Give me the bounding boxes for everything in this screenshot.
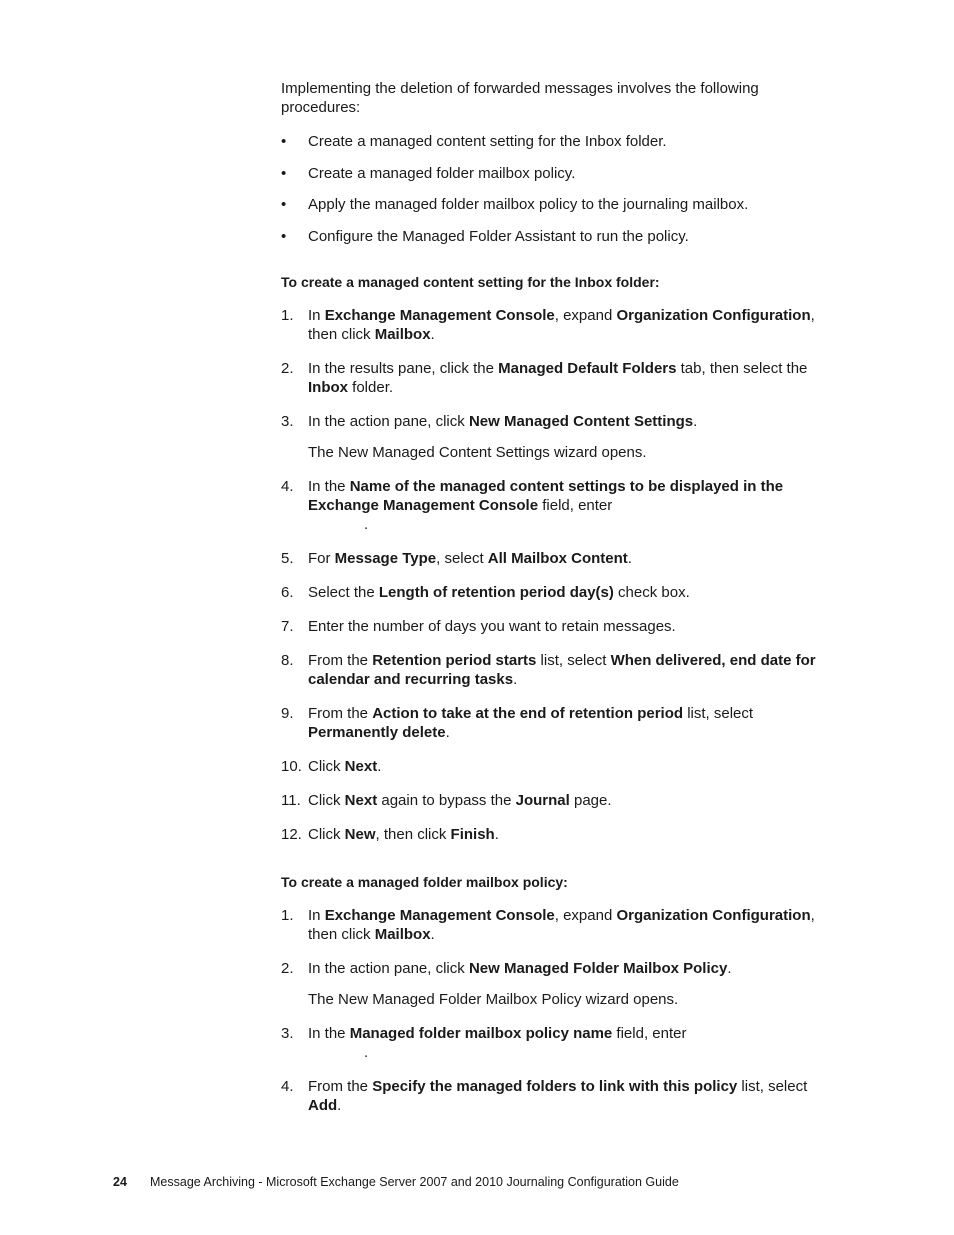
- bullet-icon: •: [281, 227, 287, 245]
- step-text: Retention period starts: [372, 651, 537, 669]
- step-list: [281, 906, 841, 1115]
- value-placeholder: .: [364, 515, 369, 533]
- step-text: In the results pane, click the: [308, 359, 499, 377]
- bullet-icon: •: [281, 164, 287, 182]
- page-footer: [113, 1174, 679, 1190]
- step-text: , select: [436, 549, 488, 567]
- page-number: 24: [113, 1175, 127, 1189]
- step-number: 1.: [281, 306, 294, 324]
- step-text: .: [494, 825, 499, 843]
- step-text: , expand: [554, 306, 617, 324]
- step-text: , then click: [308, 906, 815, 943]
- step-text: In the: [308, 1024, 350, 1042]
- list-item: • Configure the Managed Folder Assistant to run the policy.: [281, 227, 689, 245]
- step-number: 9.: [281, 704, 294, 722]
- step-text: Name of the managed content settings to be displayed in the Exchange Management Console: [308, 477, 784, 514]
- step-number: 7.: [281, 617, 294, 635]
- step-list: [281, 306, 841, 844]
- step-text: Click: [308, 791, 345, 809]
- step-item: [281, 306, 841, 344]
- step-text: In the action pane, click: [308, 959, 469, 977]
- step-item: [281, 704, 841, 742]
- step-text: Add: [308, 1096, 338, 1114]
- bullet-icon: •: [281, 196, 287, 213]
- step-number: 2.: [281, 359, 294, 377]
- step-text: Journal: [515, 791, 570, 809]
- step-text: Inbox: [308, 378, 348, 396]
- step-text: , then click: [375, 825, 451, 843]
- section-heading: To create a managed folder mailbox policy:: [281, 873, 568, 890]
- step-text: .: [337, 1096, 342, 1114]
- step-text: Message Type: [334, 549, 437, 567]
- bullet-icon: •: [281, 133, 287, 150]
- step-text: Action to take at the end of retention period: [372, 704, 684, 722]
- step-number: 4.: [281, 1077, 294, 1095]
- step-text: Select the: [308, 583, 379, 601]
- step-item: [281, 651, 841, 689]
- step-item: [281, 825, 841, 844]
- step-number: 3.: [281, 412, 294, 430]
- step-text: Organization Configuration: [616, 906, 811, 924]
- step-text: Next: [344, 791, 378, 809]
- list-item: • Create a managed content setting for the Inbox folder.: [281, 133, 667, 150]
- step-text: From the: [308, 651, 373, 669]
- step-text: check box.: [613, 583, 690, 601]
- step-text: Mailbox: [374, 325, 431, 343]
- step-text: Mailbox: [374, 925, 431, 943]
- step-number: 11.: [281, 791, 301, 809]
- step-number: 12.: [281, 825, 302, 843]
- step-number: 5.: [281, 549, 294, 567]
- step-text: , then click: [308, 306, 815, 343]
- step-text: list, select: [683, 704, 754, 722]
- step-number: 3.: [281, 1024, 294, 1042]
- step-text: All Mailbox Content: [487, 549, 628, 567]
- step-text: Managed folder mailbox policy name: [349, 1024, 613, 1042]
- step-text: .: [693, 412, 698, 430]
- step-item: [281, 906, 841, 944]
- step-text: , expand: [554, 906, 617, 924]
- step-item: [281, 1024, 841, 1062]
- step-item: [281, 1077, 841, 1115]
- page-content: [281, 79, 841, 1130]
- procedure-list: [281, 132, 841, 246]
- step-text: Organization Configuration: [616, 306, 811, 324]
- step-number: 10.: [281, 757, 302, 775]
- step-text: In the: [308, 477, 350, 495]
- step-text: Click: [308, 825, 345, 843]
- step-text: Click: [308, 757, 345, 775]
- step-text: In: [308, 906, 325, 924]
- step-text: In: [308, 306, 325, 324]
- step-text: Next: [344, 757, 378, 775]
- step-item: [281, 959, 841, 1009]
- step-text: Finish: [450, 825, 495, 843]
- step-text: field, enter: [612, 1024, 687, 1042]
- step-text: .: [513, 670, 518, 688]
- step-text: For: [308, 549, 335, 567]
- step-text: New Managed Folder Mailbox Policy: [468, 959, 728, 977]
- step-item: [281, 791, 841, 810]
- step-text: New Managed Content Settings: [468, 412, 694, 430]
- list-item: • Apply the managed folder mailbox policy to the journaling mailbox.: [281, 196, 749, 213]
- step-text: New: [344, 825, 376, 843]
- step-text: When delivered, end date for calendar and recurring tasks: [308, 651, 816, 688]
- step-item: [281, 583, 841, 602]
- step-number: 1.: [281, 906, 294, 924]
- step-text: Managed Default Folders: [498, 359, 677, 377]
- section-heading: To create a managed content setting for the Inbox folder:: [281, 273, 660, 290]
- value-placeholder: .: [364, 1043, 369, 1061]
- step-text: Exchange Management Console: [324, 906, 555, 924]
- step-text: .: [430, 325, 435, 343]
- step-text: From the: [308, 704, 373, 722]
- step-item: [281, 412, 841, 462]
- step-item: [281, 757, 841, 776]
- step-text: list, select: [536, 651, 611, 669]
- step-text: page.: [569, 791, 612, 809]
- step-item: [281, 477, 841, 534]
- step-number: 2.: [281, 959, 294, 977]
- step-text: Permanently delete: [308, 723, 446, 741]
- step-item: [281, 549, 841, 568]
- intro-paragraph: Implementing the deletion of forwarded messages involves the following procedures:: [281, 80, 759, 116]
- step-text: list, select: [737, 1077, 808, 1095]
- step-text: Enter the number of days you want to retain messages.: [308, 617, 676, 635]
- step-text: again to bypass the: [377, 791, 516, 809]
- step-text: folder.: [348, 378, 394, 396]
- step-note: The New Managed Folder Mailbox Policy wizard opens.: [308, 990, 679, 1008]
- step-text: tab, then select the: [676, 359, 808, 377]
- step-text: Exchange Management Console: [324, 306, 555, 324]
- step-text: field, enter: [538, 496, 613, 514]
- step-text: In the action pane, click: [308, 412, 469, 430]
- step-text: From the: [308, 1077, 373, 1095]
- step-item: [281, 617, 841, 636]
- step-text: .: [445, 723, 450, 741]
- step-number: 6.: [281, 583, 294, 601]
- step-text: Length of retention period day(s): [378, 583, 614, 601]
- list-item: • Create a managed folder mailbox policy.: [281, 164, 576, 182]
- step-text: .: [727, 959, 732, 977]
- step-text: .: [430, 925, 435, 943]
- step-number: 4.: [281, 477, 294, 495]
- step-text: Specify the managed folders to link with this policy: [372, 1077, 738, 1095]
- step-note: The New Managed Content Settings wizard opens.: [308, 443, 647, 461]
- step-text: .: [627, 549, 632, 567]
- step-text: .: [377, 757, 382, 775]
- document-title: Message Archiving - Microsoft Exchange Server 2007 and 2010 Journaling Configuration Guide: [150, 1175, 679, 1189]
- step-item: [281, 359, 841, 397]
- step-number: 8.: [281, 651, 294, 669]
